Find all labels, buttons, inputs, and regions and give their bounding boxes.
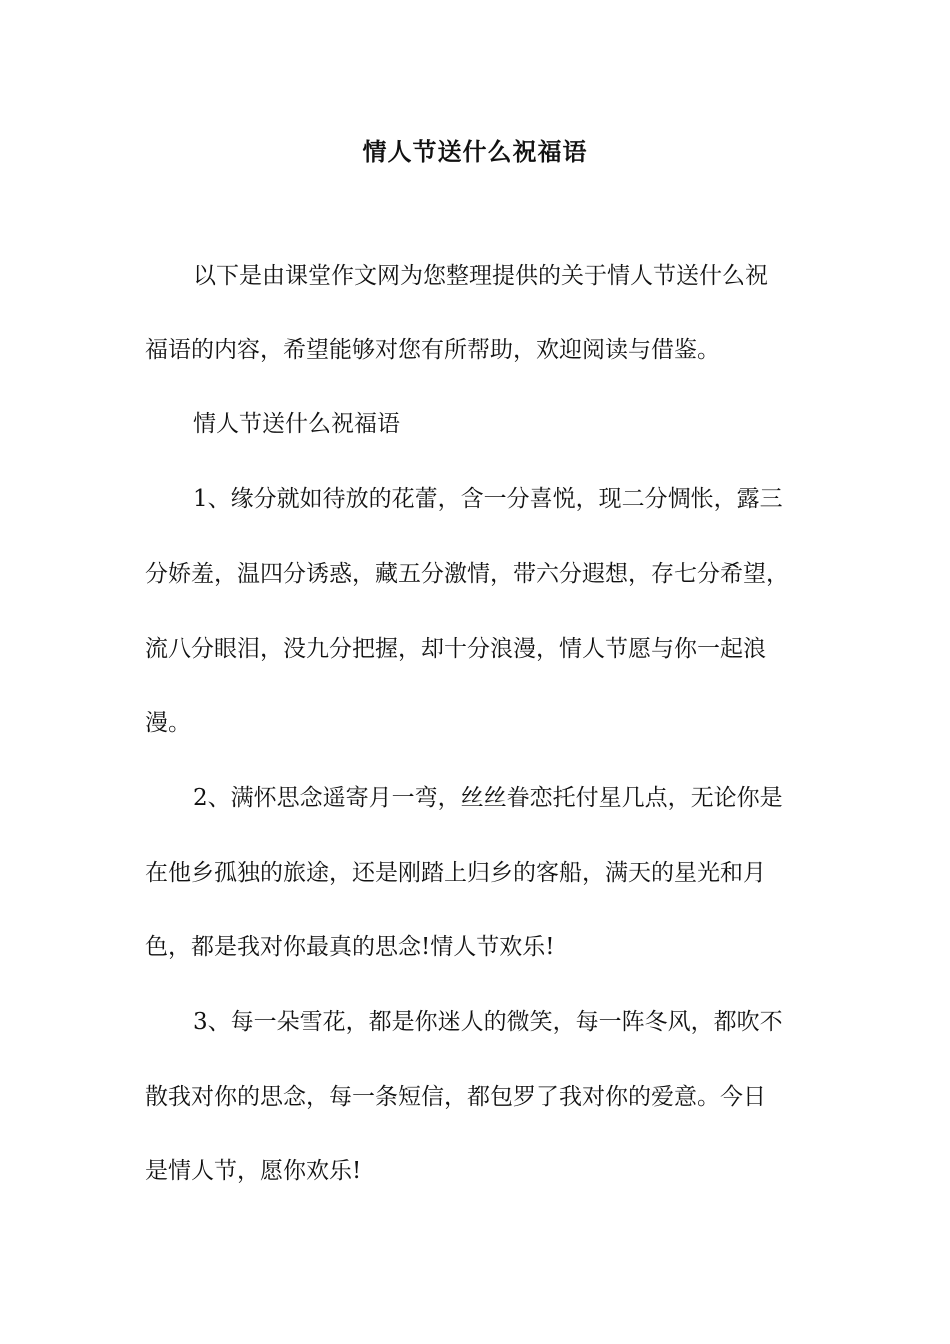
text-line: 在他乡孤独的旅途，还是刚踏上归乡的客船，满天的星光和月 [145,860,766,886]
text-line: 漫。 [145,710,191,736]
text-line: 以下是由课堂作文网为您整理提供的关于情人节送什么祝 [193,263,768,289]
text-line: 3、每一朵雪花，都是你迷人的微笑，每一阵冬风，都吹不 [193,1009,783,1035]
text-line: 是情人节，愿你欢乐! [145,1158,362,1184]
section-heading: 情人节送什么祝福语 [193,411,400,437]
text-line: 2、满怀思念遥寄月一弯，丝丝眷恋托付星几点，无论你是 [193,785,783,811]
text-line: 色，都是我对你最真的思念!情人节欢乐! [145,934,555,960]
text-line: 流八分眼泪，没九分把握，却十分浪漫，情人节愿与你一起浪 [145,636,766,662]
text-line: 散我对你的思念，每一条短信，都包罗了我对你的爱意。今日 [145,1084,766,1110]
text-line: 1、缘分就如待放的花蕾，含一分喜悦，现二分惆怅，露三 [193,486,783,512]
document-title: 情人节送什么祝福语 [362,137,588,166]
text-line: 福语的内容，希望能够对您有所帮助，欢迎阅读与借鉴。 [145,337,720,363]
text-line: 分娇羞，温四分诱惑，藏五分激情，带六分遐想，存七分希望， [145,561,789,587]
